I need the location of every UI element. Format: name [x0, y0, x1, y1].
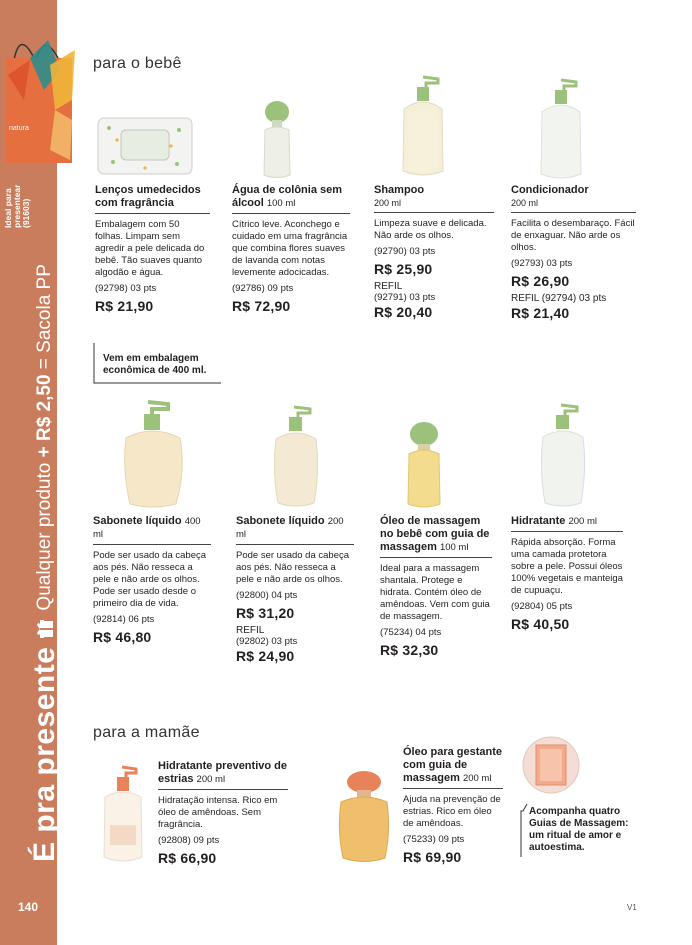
divider [380, 557, 492, 558]
product-pregnancy-oil [403, 746, 503, 865]
product-cologne [232, 184, 350, 314]
product-description: Cítrico leve. Aconchego e cuidado em uma fragrância que combina flores suaves de lavanda com notas levemente adocicadas. [232, 219, 348, 278]
product-name [232, 184, 350, 210]
product-name [93, 515, 211, 541]
product-volume: 100 ml [439, 542, 469, 553]
product-code: (92793) 03 pts [511, 258, 573, 269]
product-description: Rápida absorção. Forma uma camada protetora sobre a pele. Possui óleos 100% vegetais e manteiga de cupuaçu. [511, 537, 623, 596]
note-line-3: (91603) [21, 198, 31, 228]
page-number: 140 [18, 900, 39, 914]
offer-price: + R$ 2,50 [34, 374, 55, 458]
product-code: (75234) 04 pts [380, 627, 442, 638]
product-soap-400 [93, 515, 211, 645]
product-price: R$ 46,80 [93, 629, 152, 645]
product-shampoo [374, 184, 494, 320]
refil-code: (92791) 03 pts [374, 292, 436, 303]
product-code: (92804) 05 pts [511, 601, 573, 612]
product-code: (92790) 03 pts [374, 246, 436, 257]
product-title: Óleo de massagem no bebê com guia de massagem [380, 515, 490, 553]
divider [93, 544, 211, 545]
section-title-mom: para a mamãe [93, 724, 200, 741]
divider [374, 212, 494, 213]
divider [232, 213, 350, 214]
product-moisturizer [511, 515, 623, 632]
divider [511, 531, 623, 532]
sidebar-banner [0, 0, 61, 945]
divider [511, 212, 636, 213]
callout-guides: Acompanha quatro Guias de Massagem: um ritual de amor e autoestima. [529, 806, 629, 853]
product-massage-oil [380, 515, 492, 658]
callout-economic: Vem em embalagem econômica de 400 ml. [103, 353, 207, 376]
product-soap-200 [236, 515, 354, 664]
product-code: (92800) 04 pts [236, 590, 298, 601]
product-description: Pode ser usado da cabeça aos pés. Não resseca a pele e não arde os olhos. Pode ser usado desde o primeiro dia de vida. [93, 550, 207, 609]
divider [236, 544, 354, 545]
product-code: (92798) 03 pts [95, 283, 157, 294]
note-line-1: Ideal para [3, 188, 13, 228]
product-name: Lenços umedecidos com fragrância [95, 184, 201, 209]
product-price: R$ 40,50 [511, 616, 570, 632]
version-label: V1 [627, 903, 637, 912]
soap-400-bottle-image [118, 400, 188, 510]
product-title: Shampoo [374, 184, 425, 196]
product-conditioner [511, 184, 636, 321]
product-title: Condicionador [511, 184, 589, 196]
product-price: R$ 21,90 [95, 298, 154, 314]
product-stretch-mark [158, 760, 288, 866]
refil-label: REFIL [374, 281, 403, 292]
gift-icon [36, 619, 54, 639]
product-description: Facilita o desembaraço. Fácil de enxaguar. Não arde os olhos. [511, 218, 635, 253]
product-price: R$ 31,20 [236, 605, 295, 621]
product-price: R$ 26,90 [511, 273, 570, 289]
refil-line: REFIL (92794) 03 pts [511, 293, 607, 304]
massage-oil-bottle-image [404, 420, 444, 510]
product-title: Sabonete líquido [93, 515, 182, 527]
sidebar-headline: É pra presente [28, 646, 61, 862]
soap-200-bottle-image [270, 405, 322, 510]
product-name [511, 515, 623, 528]
divider [95, 213, 210, 214]
product-description: Ideal para a massagem shantala. Protege e hidrata. Contém óleo de amêndoas. Vem com guia de massagem. [380, 563, 490, 622]
product-volume: 400 ml [93, 516, 201, 540]
product-price: R$ 72,90 [232, 298, 291, 314]
refil-code: (92802) 03 pts [236, 636, 298, 647]
refil-price: R$ 21,40 [511, 305, 570, 321]
section-title-baby: para o bebê [93, 55, 182, 72]
product-title: Hidratante [511, 515, 566, 527]
product-wipes [95, 184, 210, 314]
product-description: Hidratação intensa. Rico em óleo de amêndoas. Sem fragrância. [158, 795, 278, 830]
product-title: Sabonete líquido [236, 515, 325, 527]
note-line-2: presentear [12, 184, 22, 228]
shampoo-bottle-image [398, 75, 448, 180]
product-volume: 200 ml [374, 198, 402, 208]
offer-tail: = Sacola PP [34, 264, 55, 370]
refil-label: REFIL [236, 625, 265, 636]
product-name [236, 515, 354, 541]
massage-guides-image [522, 733, 580, 798]
moisturizer-bottle-image [537, 403, 589, 510]
product-volume: 100 ml [266, 198, 296, 209]
product-description: Embalagem com 50 folhas. Limpam sem agredir a pele delicada do bebê. Tão suaves quanto algodão e água. [95, 219, 205, 278]
product-price: R$ 66,90 [158, 850, 217, 866]
product-code: (92808) 09 pts [158, 835, 220, 846]
product-description: Limpeza suave e delicada. Não arde os olhos. [374, 218, 487, 241]
bag-logo: natura [9, 125, 29, 132]
product-description: Ajuda na prevenção de estrias. Rico em óleo de amêndoas. [403, 794, 501, 829]
sidebar-vertical-text [28, 264, 62, 862]
product-volume: 200 ml [236, 516, 344, 540]
product-title: Óleo para gestante com guia de massagem [403, 746, 503, 784]
product-volume: 200 ml [511, 198, 539, 208]
refil-price: R$ 24,90 [236, 648, 295, 664]
offer-text: Qualquer produto [34, 462, 55, 611]
product-price: R$ 25,90 [374, 261, 433, 277]
cologne-bottle-image [257, 100, 297, 180]
product-title: Hidratante preventivo de estrias [158, 760, 287, 785]
gift-bag-image [0, 30, 77, 165]
product-price: R$ 32,30 [380, 642, 439, 658]
product-title: Água de colônia sem álcool [232, 184, 343, 209]
product-name [380, 515, 492, 554]
product-volume: 200 ml [196, 774, 226, 785]
product-code: (92786) 09 pts [232, 283, 294, 294]
wipes-package-image [95, 110, 195, 180]
product-name [158, 760, 288, 786]
divider [158, 789, 288, 790]
stretch-mark-bottle-image [100, 765, 146, 865]
conditioner-bottle-image [536, 78, 586, 182]
product-code: (75233) 09 pts [403, 834, 465, 845]
pregnancy-oil-bottle-image [335, 770, 393, 865]
product-description: Pode ser usado da cabeça aos pés. Não resseca a pele e não arde os olhos. [236, 550, 350, 585]
product-price: R$ 69,90 [403, 849, 462, 865]
product-volume: 200 ml [462, 773, 492, 784]
refil-price: R$ 20,40 [374, 304, 433, 320]
divider [403, 788, 503, 789]
gift-bag-note [4, 185, 31, 228]
product-code: (92814) 06 pts [93, 614, 155, 625]
product-volume: 200 ml [568, 516, 597, 527]
product-name [403, 746, 503, 785]
